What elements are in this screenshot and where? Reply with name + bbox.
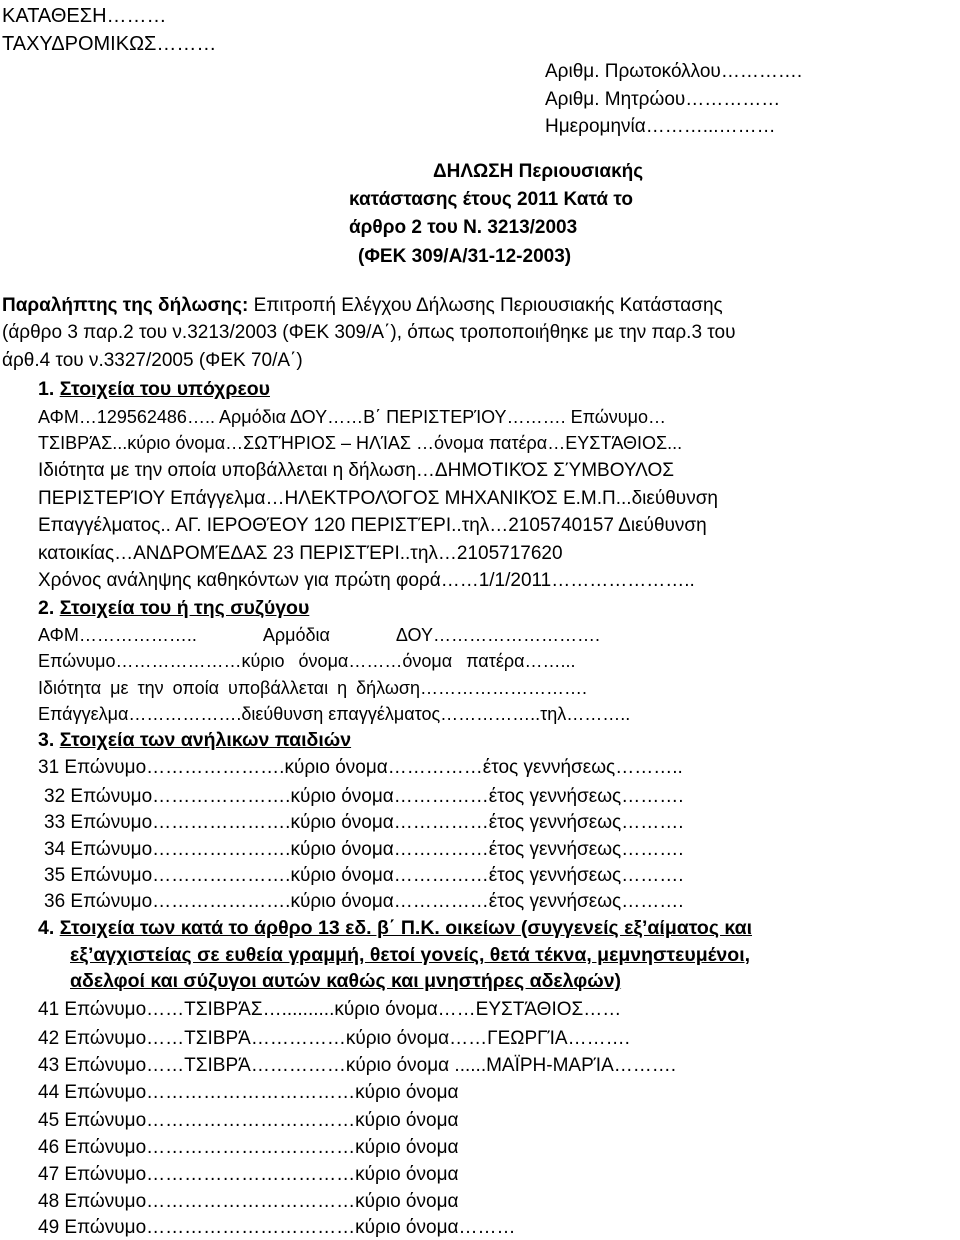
relative-row: 46 Επώνυμο……………………………κύριο όνομα	[38, 1137, 459, 1158]
section-1-heading	[38, 380, 270, 400]
title-line-1: ΔΗΛΩΣΗ Περιουσιακής	[433, 161, 644, 182]
obligor-line-3: Ιδιότητα με την οποία υποβάλλεται η δήλωση…ΔΗΜΟΤΙΚΌΣ ΣΎΜΒΟΥΛΟΣ	[38, 460, 674, 481]
section-4-heading	[38, 919, 752, 939]
spouse-line-3: Ιδιότητα με την οποία υποβάλλεται η δήλωση……………………….	[38, 678, 588, 698]
spouse-line-1: ΑΦΜ……………….. Αρμόδια ΔΟΥ……………………….	[38, 625, 600, 645]
recipient-committee: Επιτροπή Ελέγχου Δήλωσης Περιουσιακής Κατάστασης	[248, 295, 723, 316]
recipient-line-3: άρθ.4 του ν.3327/2005 (ΦΕΚ 70/Α΄)	[2, 350, 303, 371]
recipient-line-2: (άρθρο 3 παρ.2 του ν.3213/2003 (ΦΕΚ 309/Α΄), όπως τροποποιήθηκε με την παρ.3 του	[2, 322, 736, 343]
child-row: 35 Επώνυμο………………….κύριο όνομα……………έτος γεννήσεως……….	[44, 865, 684, 886]
title-line-4: (ΦΕΚ 309/Α/31-12-2003)	[358, 246, 572, 267]
mail-label: ΤΑΧΥΔΡΟΜΙΚΩΣ………	[2, 33, 217, 55]
section-4-title-line-3: αδελφοί και σύζυγοι αυτών καθώς και μνηστήρες αδελφών)	[70, 970, 622, 992]
obligor-line-6: κατοικίας…ΑΝΔΡΟΜΈΔΑΣ 23 ΠΕΡΙΣΤΈΡΙ..τηλ…2105717620	[38, 543, 563, 564]
child-row: 34 Επώνυμο………………….κύριο όνομα……………έτος γεννήσεως……….	[44, 839, 684, 860]
spouse-line-4: Επάγγελμα……………….διεύθυνση επαγγέλματος……………..τηλ………..	[38, 704, 631, 724]
section-3-heading	[38, 731, 351, 751]
child-row: 32 Επώνυμο………………….κύριο όνομα……………έτος γεννήσεως……….	[44, 786, 684, 807]
section-4-title-line-2: εξ’αγχιστείας σε ευθεία γραμμή, θετοί γονείς, θετά τέκνα, μεμνηστευμένοι,	[70, 944, 751, 966]
protocol-number: Αριθμ. Πρωτοκόλλου………….	[545, 61, 803, 82]
spouse-line-2: Επώνυμο…………………κύριο όνομα………όνομα πατέρα……...	[38, 651, 576, 671]
child-row: 31 Επώνυμο………………….κύριο όνομα……………έτος γεννήσεως………..	[38, 757, 683, 778]
obligor-line-5: Επαγγέλματος.. ΑΓ. ΙΕΡΟΘΈΟΥ 120 ΠΕΡΙΣΤΈΡΙ..τηλ…2105740157 Διεύθυνση	[38, 515, 707, 536]
obligor-line-4: ΠΕΡΙΣΤΕΡΊΟΥ Επάγγελμα…ΗΛΕΚΤΡΟΛΌΓΟΣ ΜΗΧΑΝΙΚΌΣ Ε.Μ.Π...διεύθυνση	[38, 488, 718, 509]
relative-row: 44 Επώνυμο……………………………κύριο όνομα	[38, 1082, 459, 1103]
title-line-3: άρθρο 2 του Ν. 3213/2003	[349, 217, 578, 238]
relative-row: 41 Επώνυμο……ΤΣΙΒΡΆΣ…..........κύριο όνομα……ΕΥΣΤΆΘΙΟΣ……	[38, 999, 622, 1020]
relative-row: 42 Επώνυμο……ΤΣΙΒΡΆ……………κύριο όνομα……ΓΕΩΡΓΊΑ……….	[38, 1028, 630, 1049]
section-2-number: 2.	[38, 597, 55, 619]
child-row: 33 Επώνυμο………………….κύριο όνομα……………έτος γεννήσεως……….	[44, 812, 684, 833]
register-number: Αριθμ. Μητρώου……………	[545, 89, 781, 110]
child-row: 36 Επώνυμο………………….κύριο όνομα……………έτος γεννήσεως……….	[44, 891, 684, 912]
recipient-label: Παραλήπτης της δήλωσης:	[2, 295, 249, 316]
section-4-number: 4.	[38, 917, 55, 939]
obligor-line-7: Χρόνος ανάληψης καθηκόντων για πρώτη φορά……1/1/2011…………………..	[38, 570, 695, 591]
title-line-2: κατάστασης έτους 2011 Κατά το	[349, 189, 633, 210]
relative-row: 43 Επώνυμο……ΤΣΙΒΡΆ……………κύριο όνομα ......ΜΑΪΡΗ-ΜΑΡΊΑ……….	[38, 1055, 677, 1076]
section-4-title-line-1: Στοιχεία των κατά το άρθρο 13 εδ. β΄ Π.Κ. οικείων (συγγενείς εξ’αίματος και	[59, 917, 753, 939]
section-2-heading	[38, 599, 309, 619]
relative-row: 45 Επώνυμο……………………………κύριο όνομα	[38, 1110, 459, 1131]
section-1-number: 1.	[38, 378, 55, 400]
recipient-line-1	[2, 296, 723, 315]
relative-row: 48 Επώνυμο……………………………κύριο όνομα	[38, 1191, 459, 1212]
relative-row: 47 Επώνυμο……………………………κύριο όνομα	[38, 1164, 459, 1185]
section-1-title: Στοιχεία του υπόχρεου	[59, 378, 270, 400]
obligor-line-2: ΤΣΙΒΡΆΣ...κύριο όνομα…ΣΩΤΉΡΙΟΣ – ΗΛΊΑΣ …όνομα πατέρα…ΕΥΣΤΆΘΙΟΣ...	[38, 433, 683, 453]
relative-row: 49 Επώνυμο……………………………κύριο όνομα………	[38, 1217, 516, 1238]
deposit-label: ΚΑΤΑΘΕΣΗ………	[2, 5, 167, 27]
section-2-title: Στοιχεία του ή της συζύγου	[59, 597, 310, 619]
registry-date: Ημερομηνία………...………	[545, 116, 776, 137]
section-3-title: Στοιχεία των ανήλικων παιδιών	[59, 729, 352, 751]
section-3-number: 3.	[38, 729, 55, 751]
obligor-line-1: ΑΦΜ…129562486….. Αρμόδια ΔΟΥ……Β΄ ΠΕΡΙΣΤΕΡΊΟΥ………. Επώνυμο…	[38, 407, 667, 427]
